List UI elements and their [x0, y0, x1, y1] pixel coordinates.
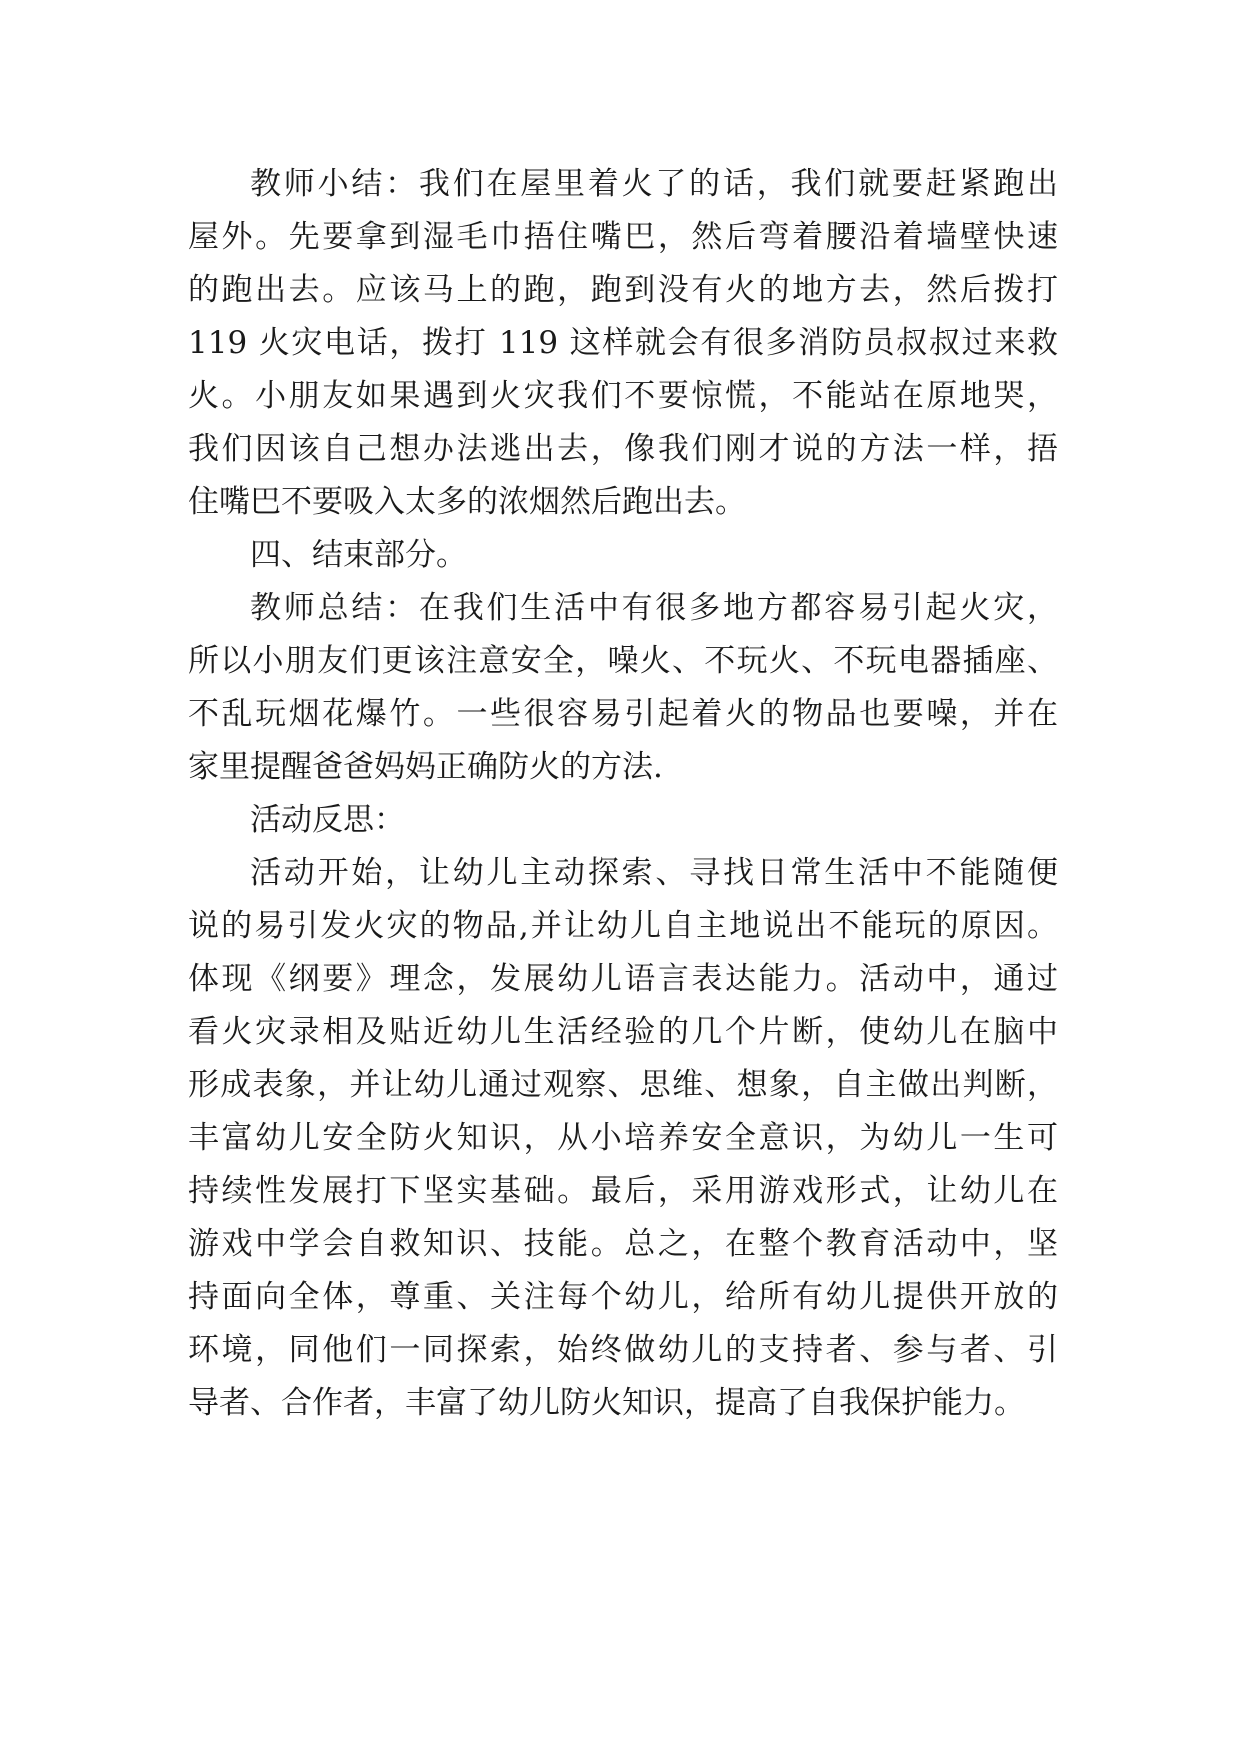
text-line: 活动开始，让幼儿主动探索、寻找日常生活中不能随便: [250, 855, 1058, 891]
text-line: 不乱玩烟花爆竹。一些很容易引起着火的物品也要噪，并在: [188, 696, 1058, 732]
paragraph-reflection-heading: [188, 794, 1058, 847]
text-line: 环境，同他们一同探索，始终做幼儿的支持者、参与者、引: [188, 1332, 1058, 1368]
text-line: 体现《纲要》理念，发展幼儿语言表达能力。活动中，通过: [188, 961, 1058, 997]
text-line: 导者、合作者，丰富了幼儿防火知识，提高了自我保护能力。: [188, 1385, 1025, 1421]
text-line: 四、结束部分。: [250, 537, 467, 573]
text-line: 119 火灾电话，拨打 119 这样就会有很多消防员叔叔过来救: [188, 325, 1058, 361]
text-line: 游戏中学会自救知识、技能。总之，在整个教育活动中，坚: [188, 1226, 1058, 1262]
text-line: 的跑出去。应该马上的跑，跑到没有火的地方去，然后拨打: [188, 272, 1058, 308]
text-line: 屋外。先要拿到湿毛巾捂住嘴巴，然后弯着腰沿着墙壁快速: [188, 219, 1058, 255]
document-body: [188, 158, 1058, 1430]
paragraph-teacher-summary: [188, 158, 1058, 529]
text-line: 说的易引发火灾的物品,并让幼儿自主地说出不能玩的原因。: [188, 908, 1058, 944]
text-line: 活动反思：: [250, 802, 405, 838]
paragraph-teacher-conclusion: [188, 582, 1058, 794]
text-line: 家里提醒爸爸妈妈正确防火的方法.: [188, 749, 663, 785]
text-line: 持面向全体，尊重、关注每个幼儿，给所有幼儿提供开放的: [188, 1279, 1058, 1315]
paragraph-reflection-body: [188, 847, 1058, 1430]
text-line: 看火灾录相及贴近幼儿生活经验的几个片断，使幼儿在脑中: [188, 1014, 1058, 1050]
text-line: 形成表象，并让幼儿通过观察、思维、想象，自主做出判断，: [188, 1067, 1058, 1103]
text-line: 所以小朋友们更该注意安全，噪火、不玩火、不玩电器插座、: [188, 643, 1058, 679]
text-line: 我们因该自己想办法逃出去，像我们刚才说的方法一样，捂: [188, 431, 1058, 467]
text-line: 持续性发展打下坚实基础。最后，采用游戏形式，让幼儿在: [188, 1173, 1058, 1209]
text-line: 教师总结：在我们生活中有很多地方都容易引起火灾，: [250, 590, 1058, 626]
text-line: 教师小结：我们在屋里着火了的话，我们就要赶紧跑出: [250, 166, 1058, 202]
paragraph-section-four: [188, 529, 1058, 582]
text-line: 火。小朋友如果遇到火灾我们不要惊慌，不能站在原地哭，: [188, 378, 1058, 414]
text-line: 住嘴巴不要吸入太多的浓烟然后跑出去。: [188, 484, 746, 520]
text-line: 丰富幼儿安全防火知识，从小培养安全意识，为幼儿一生可: [188, 1120, 1058, 1156]
